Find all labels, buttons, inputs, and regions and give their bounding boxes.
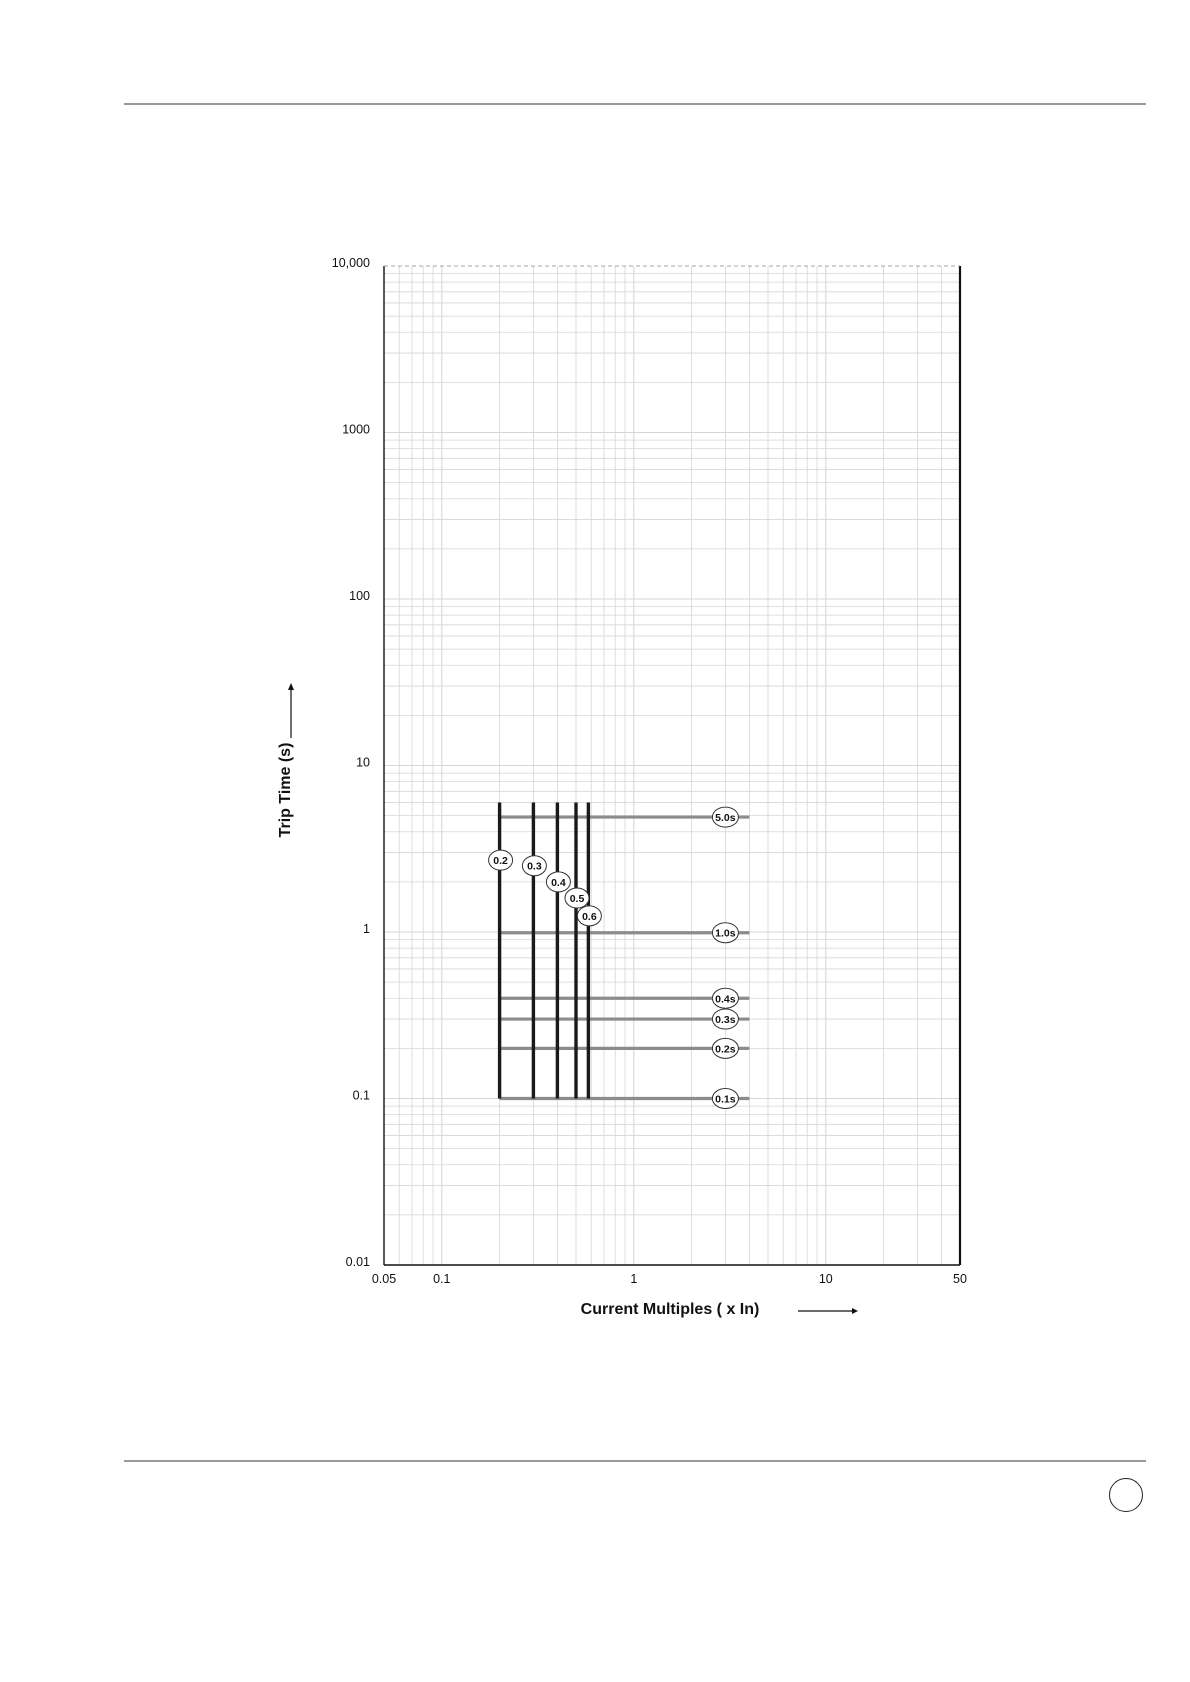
y-tick-label: 1000 xyxy=(342,422,370,437)
pickup-label: 0.6 xyxy=(582,910,597,923)
pickup-label: 0.4 xyxy=(551,876,566,889)
delay-label: 5.0s xyxy=(715,812,736,825)
y-tick-label: 0.1 xyxy=(352,1088,370,1103)
y-tick-label: 10,000 xyxy=(331,256,370,270)
x-tick-label: 0.1 xyxy=(433,1272,451,1286)
y-tick-label: 0.01 xyxy=(345,1255,370,1269)
y-tick-label: 100 xyxy=(349,589,370,603)
x-tick-label: 0.05 xyxy=(371,1272,397,1286)
pickup-label: 0.2 xyxy=(493,855,508,868)
y-axis-arrowhead xyxy=(288,683,294,690)
y-tick-label: 1 xyxy=(363,922,370,936)
y-axis-title: Trip Time (s) xyxy=(277,742,294,838)
y-tick-label: 10 xyxy=(356,755,370,770)
delay-label: 0.1s xyxy=(715,1093,736,1106)
x-axis-arrowhead xyxy=(852,1308,858,1314)
pickup-label: 0.3 xyxy=(527,860,542,873)
chart-grid xyxy=(384,266,960,1265)
pickup-label: 0.5 xyxy=(569,893,585,906)
x-tick-label: 50 xyxy=(953,1272,967,1286)
delay-label: 0.2s xyxy=(715,1043,736,1056)
x-tick-label: 10 xyxy=(818,1272,833,1286)
pickup-setting-lines xyxy=(500,802,589,1098)
delay-label: 1.0s xyxy=(715,927,736,940)
x-tick-label: 1 xyxy=(630,1272,638,1286)
delay-label: 0.3s xyxy=(715,1014,736,1027)
chart-tick-labels xyxy=(332,256,967,1286)
delay-label: 0.4s xyxy=(715,993,736,1006)
x-axis-title: Current Multiples ( x In) xyxy=(580,1301,760,1318)
